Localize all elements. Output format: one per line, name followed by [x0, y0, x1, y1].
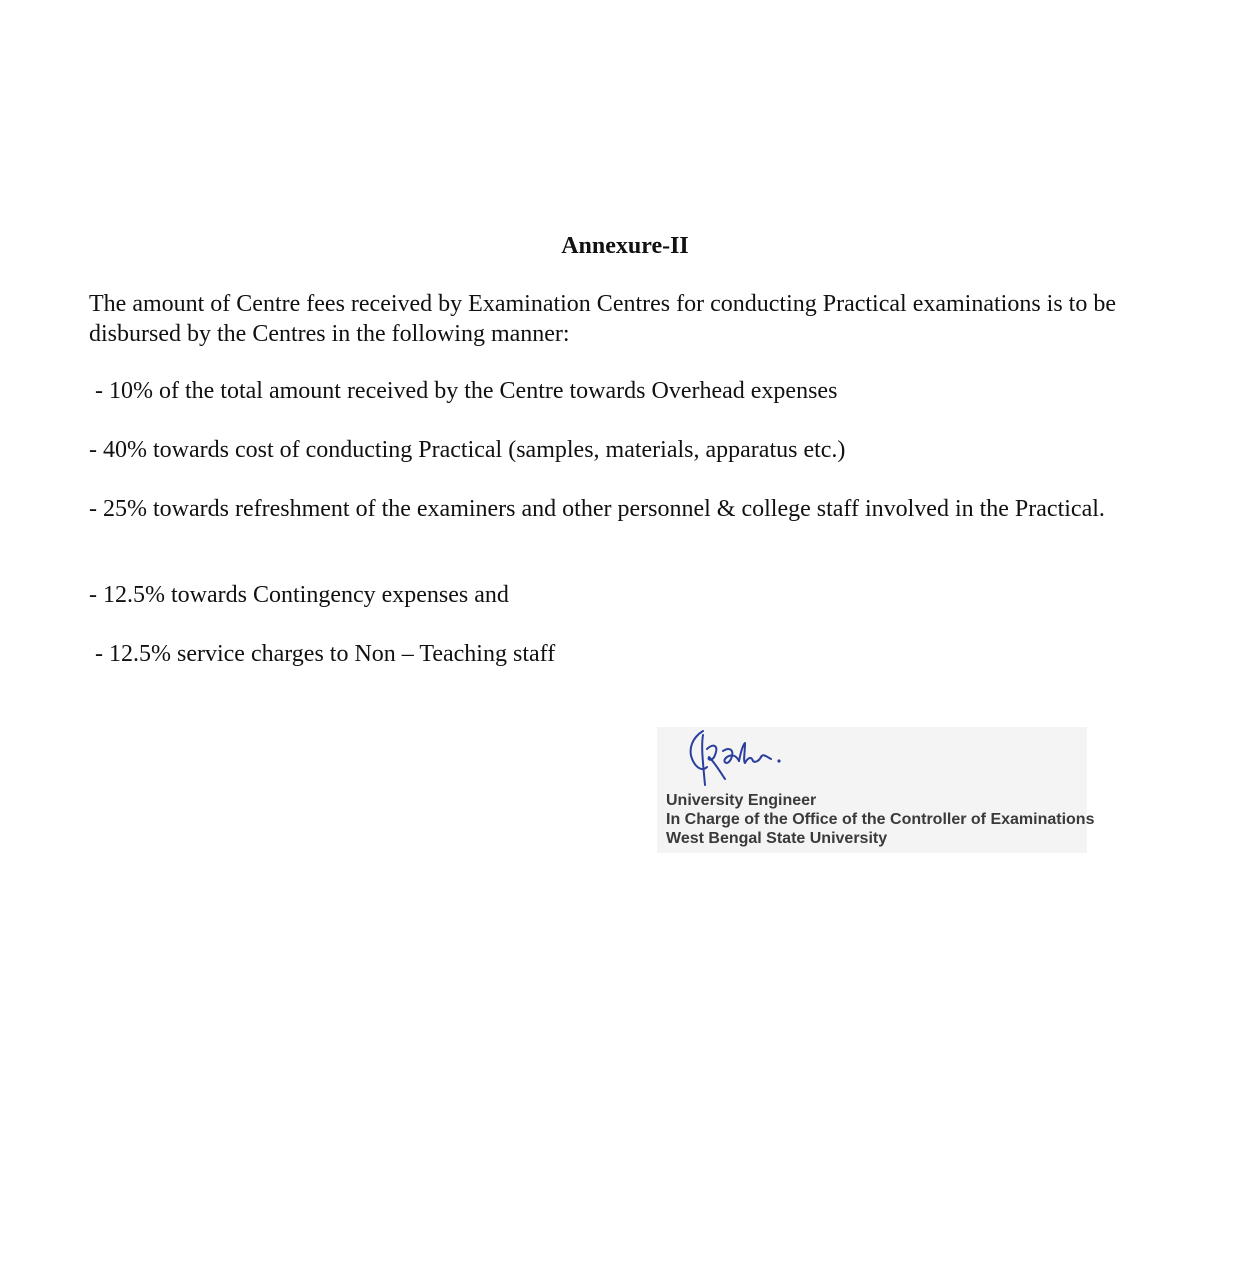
signature-icon	[685, 727, 785, 789]
list-item: - 40% towards cost of conducting Practical (samples, materials, apparatus etc.)	[89, 437, 846, 463]
list-item: - 25% towards refreshment of the examiners and other personnel & college staff involved in the Practical.	[89, 496, 1105, 522]
page-title: Annexure-II	[561, 233, 689, 259]
intro-paragraph: The amount of Centre fees received by Examination Centres for conducting Practical examinations is to be disbursed by the Centres in the following manner:	[89, 291, 1116, 347]
list-item: - 10% of the total amount received by the Centre towards Overhead expenses	[95, 378, 838, 404]
signatory-designation: University Engineer	[666, 792, 817, 809]
list-item: - 12.5% service charges to Non – Teaching staff	[95, 641, 556, 667]
signatory-institution: West Bengal State University	[666, 830, 888, 847]
signatory-office: In Charge of the Office of the Controller of Examinations	[666, 811, 1095, 828]
list-item: - 12.5% towards Contingency expenses and	[89, 582, 509, 608]
signature-block	[657, 727, 1095, 853]
